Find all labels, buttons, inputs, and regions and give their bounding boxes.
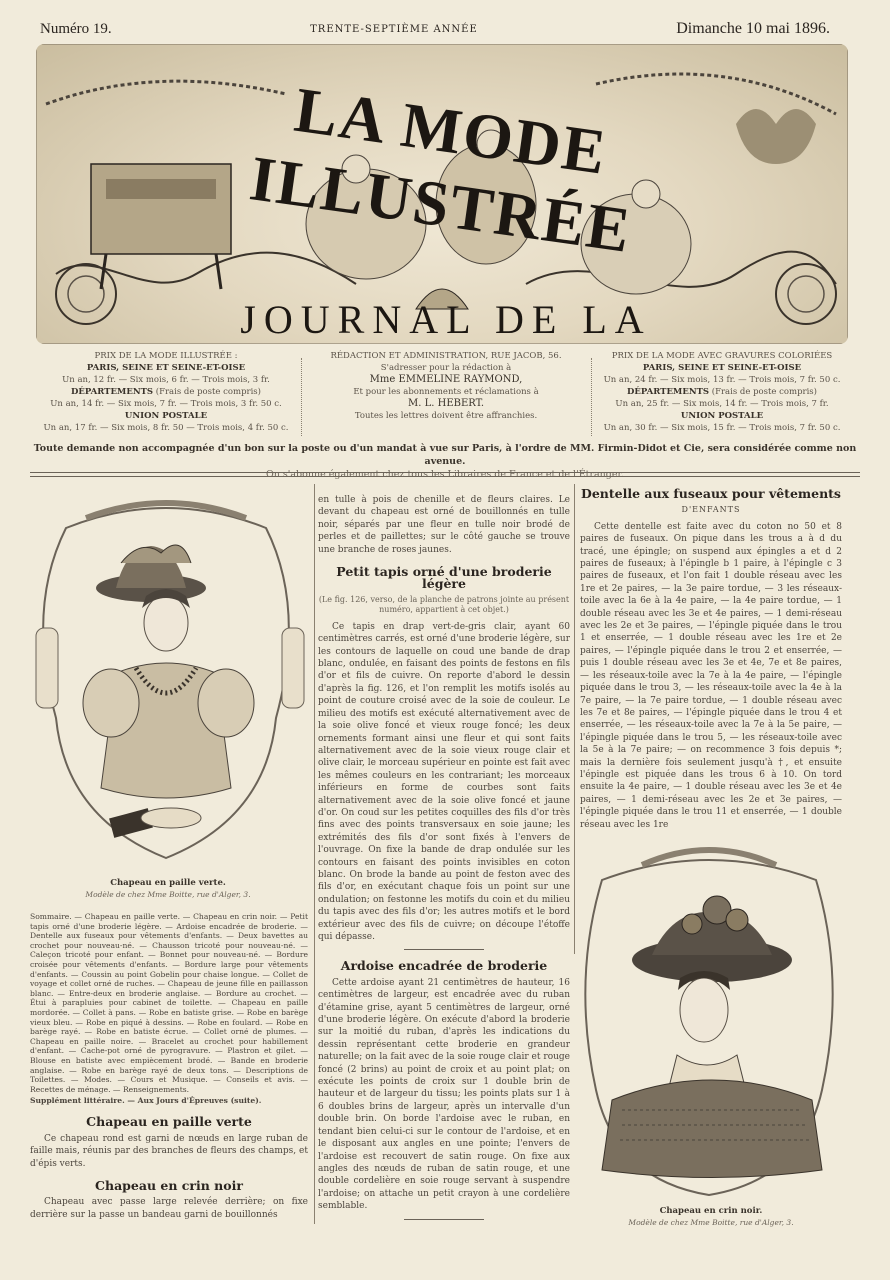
editorial-line: S'adresser pour la rédaction à bbox=[380, 363, 512, 373]
editorial-line: Et pour les abonnements et réclamations à bbox=[353, 387, 539, 397]
notice-line: On s'abonne également chez tous les Libraires de France et de l'Étranger. bbox=[265, 469, 625, 480]
region-departements: DÉPARTEMENTS bbox=[627, 387, 710, 397]
article-heading: Chapeau en paille verte bbox=[86, 1114, 252, 1130]
editorial-address bbox=[306, 350, 586, 422]
prices-title: PRIX DE LA MODE AVEC GRAVURES COLORIÉES bbox=[611, 351, 833, 361]
region-paris: PARIS, SEINE ET SEINE-ET-OISE bbox=[642, 363, 802, 373]
figure-caption bbox=[580, 1206, 842, 1228]
masthead-subtitle: JOURNAL DE LA bbox=[240, 297, 652, 342]
column-2-text bbox=[318, 494, 570, 1236]
prices-departements: Un an, 14 fr. — Six mois, 7 fr. — Trois mois, 3 fr. 50 c. bbox=[50, 399, 282, 409]
figure-caption bbox=[26, 878, 310, 900]
pattern-note: (Le fig. 126, verso, de la planche de patrons jointe au présent numéro, appartient à cet objet.) bbox=[318, 594, 570, 614]
article-paragraph: en tulle à pois de chenille et de fleurs claires. Le devant du chapeau est orné de bouillonnés en tulle noir, séparés par une fleur en tulle noir brodé de perles et de paillettes; sur le côté gauche se trouve une branche de roses jaunes. bbox=[318, 495, 570, 555]
horizontal-rule bbox=[30, 476, 860, 477]
caption-credit: Modèle de chez Mme Boitte, rue d'Alger, 3. bbox=[628, 1218, 794, 1227]
prices-union: Un an, 17 fr. — Six mois, 8 fr. 50 — Trois mois, 4 fr. 50 c. bbox=[43, 423, 289, 433]
divider bbox=[301, 358, 302, 436]
article-paragraph: Ce chapeau rond est garni de nœuds en large ruban de faille mais, réunis par des branches de fleurs des champs, et d'épis verts. bbox=[30, 1133, 308, 1169]
article-paragraph: Ce tapis en drap vert-de-gris clair, ayant 60 centimètres carrés, est orné d'une broderie légère, sur les contours de laquelle on coud une bande de drap blanc, ondulée, en faisant des points de festons en fils d'or et fils de cuivre. On reporte d'abord le dessin d'après la fig. 126, et l'on remplit les motifs isolés au point de couture croisé avec de la soie de couleur. Le milieu des motifs est exécuté alternativement avec de la soie olive foncé et vieux rouge foncé; les deux ornements formant ainsi une fleur et qui sont faits alternativement avec de la soie vieux rouge clair et olive clair, le morceau supérieur en pointe est fait avec les mêmes couleurs en les contrariant; les morceaux inférieurs en forme de courbes sont faits alternativement avec de la soie olive foncé et jaune d'or. On coud sur les petites coquilles des fils d'or très fins avec des points transversaux en soie jaune; les extrémités des fils d'or sont fixés à l'envers de l'ouvrage. On fixe la bande de drap ondulée sur les contours en faisant des points invisibles en coton blanc. On brode la bande au point de feston avec des fils d'or, en exécutant chaque fois un point sur une ondulation; on festonne les motifs du coin et du milieu du tapis avec des fils d'or; les autres motifs et le bord extérieur avec des fils de cuivre; on découpe l'étoffe qui dépasse. bbox=[318, 621, 570, 942]
article-subheading: D'ENFANTS bbox=[681, 505, 741, 515]
issue-date: Dimanche 10 mai 1896. bbox=[676, 20, 830, 37]
divider bbox=[591, 358, 592, 436]
illustration-black-horsehair-hat bbox=[572, 840, 846, 1200]
caption-title: Chapeau en crin noir. bbox=[659, 1206, 763, 1216]
editor-name: Mme EMMELINE RAYMOND, bbox=[369, 374, 523, 385]
section-rule bbox=[404, 949, 484, 950]
masthead-engraving bbox=[36, 44, 848, 344]
editorial-title: RÉDACTION ET ADMINISTRATION, RUE JACOB, 56. bbox=[330, 351, 562, 361]
article-heading: Chapeau en crin noir bbox=[95, 1177, 243, 1193]
region-union-postale: UNION POSTALE bbox=[680, 411, 764, 421]
subscription-band bbox=[36, 350, 848, 440]
prices-departements: Un an, 25 fr. — Six mois, 14 fr. — Trois mois, 7 fr. bbox=[615, 399, 829, 409]
subscription-prices-plain bbox=[36, 350, 296, 434]
illustration-green-straw-hat bbox=[26, 488, 310, 878]
prices-union: Un an, 30 fr. — Six mois, 15 fr. — Trois mois, 7 fr. 50 c. bbox=[603, 423, 841, 433]
year-label: TRENTE-SEPTIÈME ANNÉE bbox=[310, 23, 478, 35]
prices-paris: Un an, 24 fr. — Six mois, 13 fr. — Trois mois, 7 fr. 50 c. bbox=[603, 375, 841, 385]
column-separator bbox=[314, 484, 315, 1224]
subscription-prices-color bbox=[596, 350, 848, 434]
article-heading: Petit tapis orné d'une broderie légère bbox=[336, 564, 552, 592]
masthead-title: LA MODE ILLUSTRÉE bbox=[245, 73, 637, 267]
article-heading: Dentelle aux fuseaux pour vêtements bbox=[581, 488, 841, 501]
column-3-text bbox=[580, 488, 842, 840]
postage-note: (Frais de poste compris) bbox=[155, 387, 261, 397]
article-paragraph: Chapeau avec passe large relevée derrière; on fixe derrière sur la passe un bandeau garni de bouillonnés bbox=[30, 1197, 308, 1220]
region-paris: PARIS, SEINE ET SEINE-ET-OISE bbox=[86, 363, 246, 373]
prices-title: PRIX DE LA MODE ILLUSTRÉE : bbox=[94, 351, 238, 361]
sommaire: Sommaire. — Chapeau en paille verte. — Chapeau en crin noir. — Petit tapis orné d'une broderie légère. — Ardoise encadrée de broderie. — Dentelle aux fuseaux pour vêtements d'enfants. — Deux bavettes au crochet pour nouveau-né. — Chausson tricoté pour nouveau-né. — Caleçon tricoté pour enfant. — Bonnet pour nouveau-né. — Bordure croisée pour vêtements d'enfants. — Bordure large pour vêtements d'enfants. — Coussin au point Gobelin pour chaise longue. — Collet de voyage et collet orné de ruches. — Chapeau de jeune fille en paillasson blanc. — Entre-deux en broderie anglaise. — Bordure au crochet. — Étui à parapluies pour cabinet de toilette. — Chapeau en paille mordorée. — Collet à pans. — Robe en batiste grise. — Robe en barège vieux bleu. — Robe en piqué à dessins. — Robe en foulard. — Robe en barège rayé. — Robe en batiste écrue. — Collet orné de plumes. — Chapeau en paille noire. — Bracelet au crochet pour habillement d'enfant. — Cache-pot orné de pyrogravure. — Plastron et gilet. — Blouse en batiste avec empiècement brodé. — Bande en broderie anglaise. — Robe en barège rayé de deux tons. — Descriptions de Toilettes. — Modes. — Cours et Musique. — Conseils et avis. — Recettes de ménage. — Renseignements. bbox=[30, 912, 308, 1094]
horizontal-rule bbox=[30, 472, 860, 473]
caption-title: Chapeau en paille verte. bbox=[110, 878, 226, 888]
postage-note: (Frais de poste compris) bbox=[711, 387, 817, 397]
editorial-line: Toutes les lettres doivent être affranchies. bbox=[354, 411, 538, 421]
region-union-postale: UNION POSTALE bbox=[124, 411, 208, 421]
section-rule bbox=[404, 1219, 484, 1220]
issue-line bbox=[40, 18, 830, 40]
issue-number: Numéro 19. bbox=[40, 20, 112, 37]
article-heading: Ardoise encadrée de broderie bbox=[340, 958, 548, 974]
administrator-name: M. L. HEBERT. bbox=[408, 398, 484, 409]
prices-paris: Un an, 12 fr. — Six mois, 6 fr. — Trois mois, 3 fr. bbox=[62, 375, 270, 385]
column-1-text bbox=[30, 912, 308, 1230]
article-paragraph: Cette dentelle est faite avec du coton no 50 et 8 paires de fuseaux. On pique dans les trous a à d du tracé, une épingle; on suspend aux épingles a et d 2 paires de fuseaux; à l'épingle b 1 paire, à l'épingle c 3 paires de fuseaux, et l'on fait 1 double réseau avec les 1re et 2e paires, — la 3e paire tordue, — 3 les réseaux-toile avec la 6e à la 4e paire, — la 4e paire tordue, — 1 double réseau avec les 3e et 4e paires, — 1 demi-réseau avec les 2e et 3e paires, — l'épingle piquée dans le trou 1 et enserrée, — 1 double réseau avec les 1re et 2e paires, — l'épingle piquée dans le trou 2 et enserrée, — puis 1 double réseau avec les 3e et 4e, 7e et 8e paires, — les réseaux-toile avec la 7e à la 4e paire, — l'épingle piquée dans le trou 3, — les réseaux-toile avec la 4e à la 7e paire, — la 7e paire tordue, — 1 double réseau avec les 7e et 8e paires, — l'épingle piquée dans le trou 4 et enserrée, — les réseaux-toile avec la 7e à la 5e paire, — l'épingle piquée dans le trou 5, — les réseaux-toile avec la 5e à la 7e paire; — on recommence 3 fois depuis *; mais la dernière fois seulement jusqu'à †, et ensuite l'épingle est piquée dans les trous 6 à 10. On tord ensuite la 4e paire, — 1 double réseau avec les 3e et 4e paires, — 1 demi-réseau avec les 2e et 3e paires, — l'épingle piquée dans le trou 11 et enserrée, — 1 double réseau avec les 1re bbox=[580, 521, 842, 830]
caption-credit: Modèle de chez Mme Boitte, rue d'Alger, 3. bbox=[85, 890, 251, 899]
region-departements: DÉPARTEMENTS bbox=[71, 387, 154, 397]
supplement-note: Supplément littéraire. — Aux Jours d'Épreuves (suite). bbox=[30, 1096, 262, 1106]
article-paragraph: Cette ardoise ayant 21 centimètres de hauteur, 16 centimètres de largeur, est encadrée avec du ruban d'étamine grise, ayant 5 centimètres de largeur, orné d'une broderie légère. On exécute d'abord la broderie sur la moitié du ruban, d'après les indications du dessin représentant cette broderie en grandeur naturelle; on la fait avec de la soie rouge clair et rouge foncé (2 brins) au point de croix et au point plat; on exécute les points de croix sur 1 double brin de hauteur et de largeur du tissu; les points plats sur 1 à 6 doubles brins de largeur, après un intervalle d'un double brin. On borde l'ardoise avec le ruban, en tendant bien celui-ci sur le contour de l'ardoise, et en le disposant aux angles en une pointe; l'envers de l'ardoise est recouvert de satin rouge. On fixe aux angles des nœuds de ruban de satin rouge, et une double cordelière en soie rouge servant à suspendre l'ardoise; on attache un petit crayon à une cordelière semblable. bbox=[318, 977, 570, 1212]
notice-line: Toute demande non accompagnée d'un bon sur la poste ou d'un mandat à vue sur Paris, à l'ordre de MM. Firmin-Didot et Cie, sera considérée comme non avenue. bbox=[33, 443, 857, 467]
